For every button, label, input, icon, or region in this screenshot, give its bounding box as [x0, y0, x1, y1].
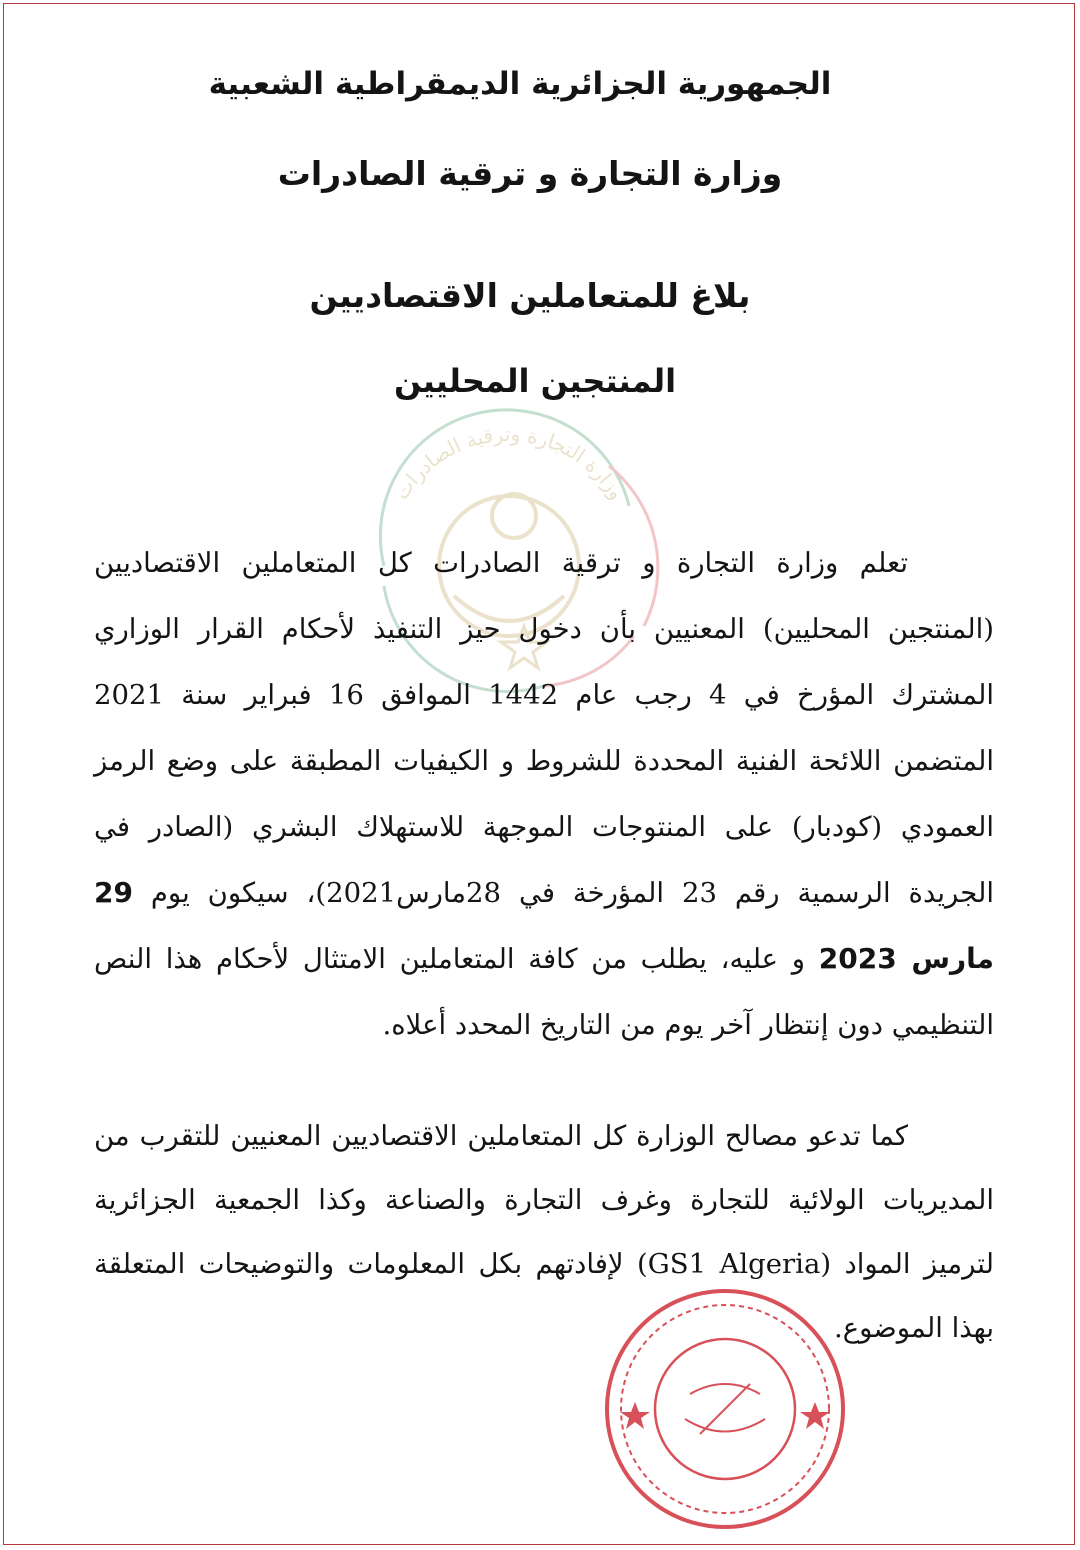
svg-text:وزارة التجارة وترقية الصادرات — [389, 422, 629, 504]
notice-subtitle: المنتجين المحليين — [393, 362, 677, 400]
notice-title: بلاغ للمتعاملين الاقتصاديين — [309, 276, 751, 315]
paragraph-1-text-b: و عليه، يطلب من كافة المتعاملين الامتثال لأحكام هذا النص التنظيمي دون إنتظار آخر يوم من التاريخ المحدد أعلاه. — [94, 943, 994, 1041]
notice-paragraph-1 — [94, 530, 994, 1058]
republic-header: الجمهورية الجزائرية الديمقراطية الشعبية — [208, 66, 832, 102]
document-page — [3, 3, 1075, 1545]
paragraph-1-text-a: تعلم وزارة التجارة و ترقية الصادرات كل المتعاملين الاقتصاديين (المنتجين المحليين) المعنيين بأن دخول حيز التنفيذ لأحكام القرار الوزاري المشترك المؤرخ في 4 رجب عام 1442 الموافق 16 فبراير سنة 2021 المتضمن اللائحة الفنية المحددة للشروط و الكيفيات المطبقة على وضع الرمز العمودي (كودبار) على المنتوجات الموجهة للاستهلاك البشري (الصادر في الجريدة الرسمية رقم 23 المؤرخة في 28مارس2021)، سيكون يوم — [94, 547, 994, 909]
deadline-date: 29 مارس 2023 — [94, 876, 994, 975]
ministry-header: وزارة التجارة و ترقية الصادرات — [277, 154, 783, 193]
notice-paragraph-2: كما تدعو مصالح الوزارة كل المتعاملين الاقتصاديين المعنيين للتقرب من المديريات الولائية للتجارة وغرف التجارة والصناعة وكذا الجمعية الجزائرية لترميز المواد (GS1 Algeria) لإفادتهم بكل المعلومات والتوضيحات المتعلقة بهذا الموضوع. — [94, 1120, 994, 1344]
watermark-seal-text: وزارة التجارة وترقية الصادرات — [388, 421, 630, 504]
